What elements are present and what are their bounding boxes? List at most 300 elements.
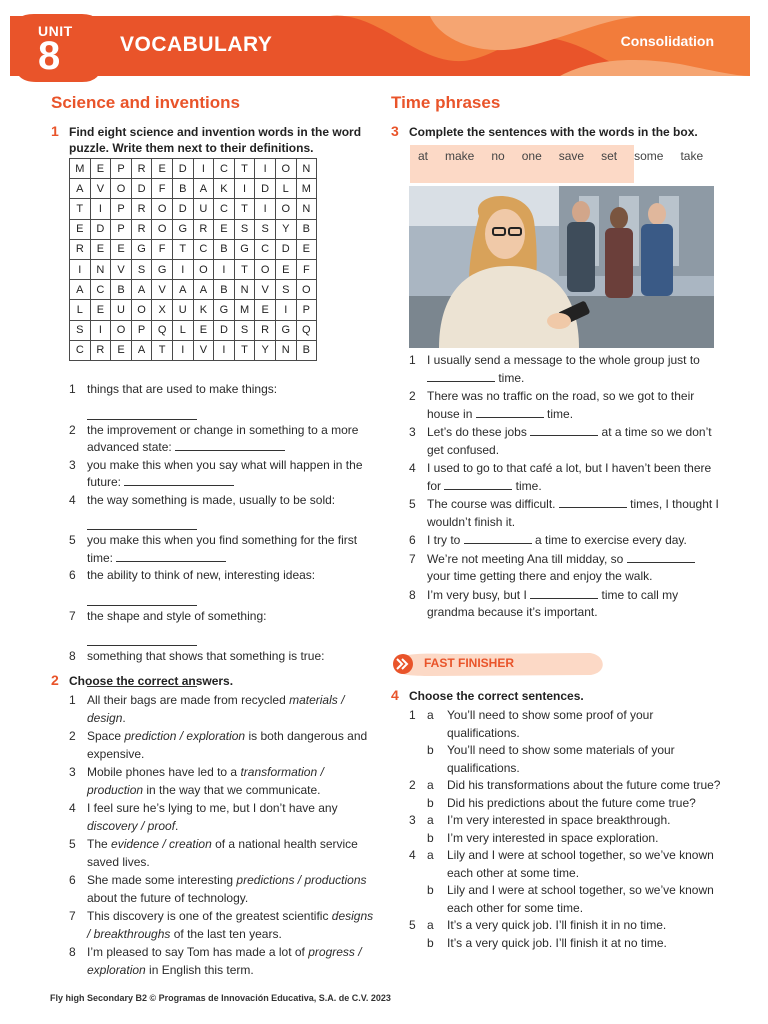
exercise-4-list	[409, 707, 724, 952]
answer-blank[interactable]	[116, 550, 226, 562]
grid-row	[70, 280, 317, 300]
grid-cell[interactable]: O	[296, 280, 317, 300]
page-title: VOCABULARY	[120, 33, 273, 56]
exercise-2-text: Choose the correct answers.	[69, 674, 234, 688]
exercise-2-instruction	[51, 672, 369, 689]
grid-cell[interactable]: I	[214, 259, 235, 279]
sentence-text: your time getting there and enjoy the walk.	[427, 569, 653, 583]
grid-cell[interactable]: T	[172, 239, 193, 259]
sentence-text: I’m very interested in space breakthrough.	[447, 813, 671, 827]
grid-cell[interactable]: M	[234, 300, 255, 320]
grid-cell[interactable]: E	[111, 239, 132, 259]
grid-cell[interactable]: R	[131, 219, 152, 239]
exercise-3-instruction	[391, 123, 729, 140]
unit-number: 8	[38, 34, 61, 78]
item-number: 2	[409, 778, 416, 792]
sentence-text: I feel sure he’s lying to me, but I don’t have any	[87, 801, 338, 815]
answer-blank[interactable]	[87, 594, 197, 606]
sentence-text: time.	[512, 478, 542, 493]
sentence-option[interactable]	[409, 742, 724, 777]
grid-cell[interactable]: D	[275, 239, 296, 259]
option-letter: b	[427, 830, 434, 845]
option-letter: a	[427, 848, 434, 862]
answer-blank[interactable]	[124, 474, 234, 486]
grid-cell[interactable]: D	[90, 219, 111, 239]
grid-cell[interactable]: B	[172, 179, 193, 199]
answer-blank[interactable]	[464, 532, 532, 544]
exercise-1-text: Find eight science and invention words in the word puzzle. Write them next to their definitions.	[69, 125, 362, 155]
grid-cell[interactable]: O	[275, 159, 296, 179]
grid-cell[interactable]: O	[275, 199, 296, 219]
choice-item	[69, 836, 374, 871]
answer-blank[interactable]	[627, 551, 695, 563]
grid-cell[interactable]: N	[296, 159, 317, 179]
grid-cell[interactable]: B	[214, 280, 235, 300]
grid-cell[interactable]: E	[70, 219, 91, 239]
sentence-text: The	[87, 837, 112, 851]
answer-blank[interactable]	[87, 518, 197, 530]
grid-cell[interactable]: Q	[152, 320, 173, 340]
grid-cell[interactable]: O	[152, 199, 173, 219]
sentence-text: a time to exercise every day.	[531, 533, 687, 547]
exercise-1-instruction	[51, 123, 369, 156]
word-box-word: set	[601, 149, 618, 163]
item-number: 6	[69, 873, 76, 887]
gap-fill-item	[409, 587, 721, 622]
grid-cell[interactable]: E	[193, 320, 214, 340]
item-number: 8	[69, 649, 76, 663]
grid-cell[interactable]: A	[172, 280, 193, 300]
choice-item	[69, 872, 374, 907]
grid-cell[interactable]: D	[172, 199, 193, 219]
item-number: 4	[69, 492, 76, 507]
answer-options[interactable]: prediction / exploration	[124, 729, 246, 743]
answer-options[interactable]: designs / breakthroughs	[87, 909, 374, 941]
grid-cell[interactable]: R	[90, 340, 111, 360]
definition-text: the way something is made, usually to be sold:	[87, 492, 336, 507]
grid-cell[interactable]: E	[255, 300, 276, 320]
grid-cell[interactable]: N	[234, 280, 255, 300]
grid-cell[interactable]: V	[152, 280, 173, 300]
grid-cell[interactable]: P	[296, 300, 317, 320]
answer-blank[interactable]	[530, 424, 598, 436]
sentence-option[interactable]	[409, 777, 724, 795]
gap-fill-item	[409, 532, 721, 550]
sentence-text: Mobile phones have led to a	[87, 765, 241, 779]
grid-cell[interactable]: C	[255, 239, 276, 259]
grid-cell[interactable]: E	[275, 259, 296, 279]
grid-cell[interactable]: P	[111, 199, 132, 219]
sentence-text: You’ll need to show some materials of your qualifications.	[447, 743, 675, 775]
answer-options[interactable]: discovery / proof	[87, 818, 176, 833]
definition-text: things that are used to make things:	[87, 382, 278, 396]
grid-cell[interactable]: D	[214, 320, 235, 340]
definition-text: something that shows that something is true:	[87, 649, 325, 663]
grid-cell[interactable]: L	[70, 300, 91, 320]
section-title-time-phrases: Time phrases	[391, 93, 501, 112]
grid-cell[interactable]: U	[193, 199, 214, 219]
answer-blank[interactable]	[175, 439, 285, 451]
sentence-text: Did his transformations about the future come true?	[447, 778, 721, 792]
answer-blank[interactable]	[530, 587, 598, 599]
exercise-3-number: 3	[391, 123, 399, 139]
sentence-text: It’s a very quick job. I’ll finish it in no time.	[447, 918, 667, 932]
sentence-text: Space	[87, 729, 125, 743]
option-letter: b	[427, 883, 434, 897]
sentence-text: about the future of technology.	[87, 890, 249, 905]
grid-cell[interactable]: S	[275, 280, 296, 300]
grid-cell[interactable]: S	[131, 259, 152, 279]
grid-cell[interactable]: O	[255, 259, 276, 279]
sentence-option[interactable]	[409, 917, 724, 935]
grid-cell[interactable]: R	[131, 199, 152, 219]
grid-cell[interactable]: M	[296, 179, 317, 199]
sentence-text: The course was difficult.	[427, 497, 559, 511]
item-number: 8	[69, 945, 76, 959]
grid-cell[interactable]: V	[90, 179, 111, 199]
grid-cell[interactable]: I	[172, 259, 193, 279]
grid-cell[interactable]: V	[111, 259, 132, 279]
grid-cell[interactable]: O	[131, 300, 152, 320]
sentence-text: of a national health service saved lives.	[87, 837, 358, 869]
gap-fill-item	[409, 496, 721, 531]
item-number: 3	[69, 457, 76, 472]
gap-fill-item	[409, 352, 721, 387]
grid-cell[interactable]: A	[70, 179, 91, 199]
item-number: 7	[409, 551, 416, 566]
grid-cell[interactable]: G	[152, 259, 173, 279]
definition-item	[69, 608, 374, 647]
grid-cell[interactable]: I	[255, 199, 276, 219]
sentence-text: time to call my grandma because it’s important.	[427, 587, 679, 619]
definition-item	[69, 492, 374, 531]
sentence-text: in English this term.	[145, 962, 254, 977]
grid-cell[interactable]: I	[172, 340, 193, 360]
grid-cell[interactable]: O	[111, 320, 132, 340]
grid-cell[interactable]: S	[234, 219, 255, 239]
item-number: 5	[409, 497, 416, 511]
item-number: 6	[409, 533, 416, 547]
definition-item	[69, 422, 374, 457]
answer-blank[interactable]	[427, 370, 495, 382]
grid-cell[interactable]: S	[255, 219, 276, 239]
item-number: 4	[409, 461, 416, 475]
answer-options[interactable]: evidence / creation	[111, 837, 212, 851]
item-number: 5	[69, 837, 76, 851]
grid-cell[interactable]: N	[90, 259, 111, 279]
item-number: 3	[409, 813, 416, 827]
grid-cell[interactable]: D	[131, 179, 152, 199]
option-letter: b	[427, 935, 434, 950]
grid-cell[interactable]: T	[234, 159, 255, 179]
item-number: 1	[69, 693, 76, 707]
grid-cell[interactable]: Y	[255, 340, 276, 360]
grid-cell[interactable]: T	[234, 199, 255, 219]
answer-blank[interactable]	[476, 406, 544, 418]
grid-cell[interactable]: N	[275, 340, 296, 360]
item-number: 4	[409, 848, 416, 862]
gap-fill-item	[409, 551, 721, 586]
grid-cell[interactable]: R	[255, 320, 276, 340]
grid-cell[interactable]: C	[214, 199, 235, 219]
grid-cell[interactable]: P	[111, 159, 132, 179]
grid-cell[interactable]: P	[131, 320, 152, 340]
grid-cell[interactable]: S	[234, 320, 255, 340]
grid-cell[interactable]: F	[152, 239, 173, 259]
grid-cell[interactable]: E	[90, 300, 111, 320]
sentence-text: I used to go to that café a lot, but I haven’t been there for	[427, 461, 712, 493]
grid-cell[interactable]: G	[214, 300, 235, 320]
grid-cell[interactable]: I	[70, 259, 91, 279]
fast-finisher-label: FAST FINISHER	[424, 656, 515, 670]
sentence-text: She made some interesting	[87, 873, 237, 887]
exercise-2-list	[69, 692, 374, 980]
grid-cell[interactable]: E	[214, 219, 235, 239]
grid-cell[interactable]: I	[90, 199, 111, 219]
choice-item	[69, 800, 374, 835]
exercise-4-instruction	[391, 687, 729, 704]
sentence-text: is both dangerous and expensive.	[87, 729, 368, 761]
grid-cell[interactable]: Y	[275, 219, 296, 239]
grid-cell[interactable]: C	[90, 280, 111, 300]
grid-cell[interactable]: F	[296, 259, 317, 279]
grid-cell[interactable]: B	[296, 340, 317, 360]
exercise-1-number: 1	[51, 123, 59, 139]
item-number: 7	[69, 608, 76, 623]
item-number: 3	[409, 425, 416, 439]
grid-cell[interactable]: T	[234, 259, 255, 279]
grid-cell[interactable]: A	[193, 280, 214, 300]
exercise-4-text: Choose the correct sentences.	[409, 689, 584, 703]
item-number: 2	[409, 389, 416, 403]
grid-cell[interactable]: K	[193, 300, 214, 320]
option-letter: a	[427, 813, 434, 827]
exercise-2-number: 2	[51, 672, 59, 688]
option-letter: a	[427, 918, 434, 932]
grid-cell[interactable]: N	[296, 199, 317, 219]
grid-cell[interactable]: B	[214, 239, 235, 259]
grid-cell[interactable]: I	[214, 340, 235, 360]
grid-cell[interactable]: T	[234, 340, 255, 360]
definition-text: the ability to think of new, interesting ideas:	[87, 568, 316, 582]
grid-cell[interactable]: O	[193, 259, 214, 279]
grid-cell[interactable]: C	[214, 159, 235, 179]
grid-cell[interactable]: I	[255, 159, 276, 179]
word-puzzle-grid	[69, 158, 317, 361]
definition-item	[69, 457, 374, 492]
grid-cell[interactable]: O	[152, 219, 173, 239]
grid-row	[70, 179, 317, 199]
sentence-text: at a time so we don’t get confused.	[427, 425, 712, 457]
grid-cell[interactable]: G	[172, 219, 193, 239]
answer-options[interactable]: predictions / productions	[236, 873, 367, 887]
definition-item	[69, 381, 374, 420]
sentence-text: There was no traffic on the road, so we got to their house in	[427, 389, 695, 421]
definition-text: the improvement or change in something to a more advanced state:	[87, 422, 359, 454]
item-number: 8	[409, 587, 416, 602]
header-banner	[0, 0, 768, 92]
sentence-option[interactable]	[409, 847, 724, 882]
word-box	[410, 145, 704, 183]
word-box-word: no	[491, 149, 505, 163]
option-letter: b	[427, 743, 434, 757]
sentence-option[interactable]	[409, 935, 724, 953]
grid-row	[70, 219, 317, 239]
sentence-text: Lily and I were at school together, so we’ve known each other for some time.	[447, 883, 714, 915]
grid-cell[interactable]: C	[193, 239, 214, 259]
grid-cell[interactable]: C	[70, 340, 91, 360]
definition-item	[69, 532, 374, 567]
grid-cell[interactable]: E	[296, 239, 317, 259]
grid-cell[interactable]: E	[111, 340, 132, 360]
sentence-text: I usually send a message to the whole group just to	[427, 353, 700, 367]
sentence-text: Did his predictions about the future come true?	[447, 795, 696, 810]
grid-cell[interactable]: V	[193, 340, 214, 360]
sentence-text: Lily and I were at school together, so we’ve known each other at some time.	[447, 848, 714, 880]
gap-fill-item	[409, 460, 721, 495]
grid-cell[interactable]: R	[193, 219, 214, 239]
gap-fill-item	[409, 424, 721, 459]
grid-row	[70, 199, 317, 219]
answer-blank[interactable]	[87, 408, 197, 420]
grid-cell[interactable]: E	[152, 159, 173, 179]
grid-cell[interactable]: O	[111, 179, 132, 199]
grid-row	[70, 320, 317, 340]
consolidation-label: Consolidation	[620, 33, 714, 49]
grid-row	[70, 159, 317, 179]
answer-options[interactable]: materials / design	[87, 693, 345, 725]
sentence-text: in the way that we communicate.	[143, 782, 321, 797]
grid-cell[interactable]: E	[90, 159, 111, 179]
grid-cell[interactable]: I	[193, 159, 214, 179]
grid-cell[interactable]: B	[111, 280, 132, 300]
sentence-text: I try to	[427, 533, 464, 547]
grid-cell[interactable]: I	[90, 320, 111, 340]
grid-cell[interactable]: Q	[296, 320, 317, 340]
option-letter: b	[427, 795, 434, 810]
photo-illustration	[409, 186, 714, 348]
grid-cell[interactable]: I	[234, 179, 255, 199]
sentence-text: It’s a very quick job. I’ll finish it at no time.	[447, 935, 667, 950]
grid-cell[interactable]: M	[70, 159, 91, 179]
sentence-text: .	[122, 710, 126, 725]
word-box-word: one	[521, 149, 542, 163]
sentence-text: All their bags are made from recycled	[87, 693, 290, 707]
sentence-text: I’m very interested in space exploration.	[447, 830, 659, 845]
footer-copyright: Fly high Secondary B2 © Programas de Innovación Educativa, S.A. de C.V. 2023	[50, 993, 391, 1003]
word-box-word: make	[445, 149, 475, 163]
sentence-text: I’m very busy, but I	[427, 587, 531, 602]
item-number: 5	[69, 533, 76, 547]
choice-item	[69, 908, 374, 943]
sentence-text: This discovery is one of the greatest scientific	[87, 909, 332, 923]
grid-cell[interactable]: V	[255, 280, 276, 300]
sentence-option[interactable]	[409, 830, 724, 848]
grid-cell[interactable]: L	[275, 179, 296, 199]
grid-cell[interactable]: G	[275, 320, 296, 340]
sentence-option[interactable]	[409, 882, 724, 917]
answer-options[interactable]: progress / exploration	[87, 945, 362, 977]
choice-item	[69, 944, 374, 979]
photo-students-phones	[409, 186, 714, 348]
grid-row	[70, 259, 317, 279]
sentence-option[interactable]	[409, 707, 724, 742]
grid-cell[interactable]: B	[296, 219, 317, 239]
grid-cell[interactable]: X	[152, 300, 173, 320]
exercise-1-list	[69, 381, 374, 689]
grid-cell[interactable]: F	[152, 179, 173, 199]
definition-text: you make this when you say what will happen in the future:	[87, 457, 363, 489]
gap-fill-item	[409, 388, 721, 423]
sentence-text: Let’s do these jobs	[427, 425, 531, 439]
item-number: 7	[69, 909, 76, 923]
grid-cell[interactable]: P	[111, 219, 132, 239]
sentence-option[interactable]	[409, 812, 724, 830]
grid-cell[interactable]: I	[275, 300, 296, 320]
grid-cell[interactable]: A	[131, 280, 152, 300]
grid-cell[interactable]: K	[214, 179, 235, 199]
grid-cell[interactable]: R	[70, 239, 91, 259]
item-number: 4	[69, 801, 76, 815]
word-box-word: some	[634, 149, 664, 163]
sentence-option[interactable]	[409, 795, 724, 813]
section-title-science: Science and inventions	[51, 93, 240, 112]
choice-item	[69, 692, 374, 727]
sentence-text: time.	[543, 406, 574, 421]
exercise-3-text: Complete the sentences with the words in the box.	[409, 125, 698, 139]
answer-blank[interactable]	[444, 478, 512, 490]
grid-cell[interactable]: U	[172, 300, 193, 320]
grid-cell[interactable]: D	[255, 179, 276, 199]
sentence-text: of the last ten years.	[170, 926, 282, 941]
item-number: 1	[409, 353, 416, 367]
grid-cell[interactable]: T	[152, 340, 173, 360]
option-letter: a	[427, 778, 434, 792]
option-letter: a	[427, 708, 434, 722]
grid-cell[interactable]: A	[70, 280, 91, 300]
item-number: 3	[69, 765, 76, 779]
grid-cell[interactable]: U	[111, 300, 132, 320]
grid-row	[70, 340, 317, 360]
definition-item	[69, 567, 374, 606]
choice-item	[69, 764, 374, 799]
answer-options[interactable]: transformation / production	[87, 765, 324, 797]
grid-cell[interactable]: T	[70, 199, 91, 219]
grid-cell[interactable]: G	[131, 239, 152, 259]
grid-cell[interactable]: G	[234, 239, 255, 259]
exercise-3-list	[409, 352, 721, 623]
grid-cell[interactable]: E	[90, 239, 111, 259]
definition-text: the shape and style of something:	[87, 608, 267, 623]
answer-blank[interactable]	[87, 634, 197, 646]
item-number: 2	[69, 422, 76, 437]
item-number: 6	[69, 568, 76, 582]
item-number: 1	[409, 708, 416, 722]
grid-cell[interactable]: A	[193, 179, 214, 199]
grid-cell[interactable]: L	[172, 320, 193, 340]
choice-item	[69, 728, 374, 763]
grid-cell[interactable]: D	[172, 159, 193, 179]
exercise-4-number: 4	[391, 687, 399, 703]
answer-blank[interactable]	[559, 496, 627, 508]
definition-text: you make this when you find something for the first time:	[87, 533, 358, 565]
grid-cell[interactable]: A	[131, 340, 152, 360]
grid-cell[interactable]: R	[131, 159, 152, 179]
unit-label: UNIT	[38, 23, 73, 39]
grid-cell[interactable]: S	[70, 320, 91, 340]
sentence-text: .	[175, 818, 179, 833]
sentence-text: I’m pleased to say Tom has made a lot of	[87, 945, 309, 959]
